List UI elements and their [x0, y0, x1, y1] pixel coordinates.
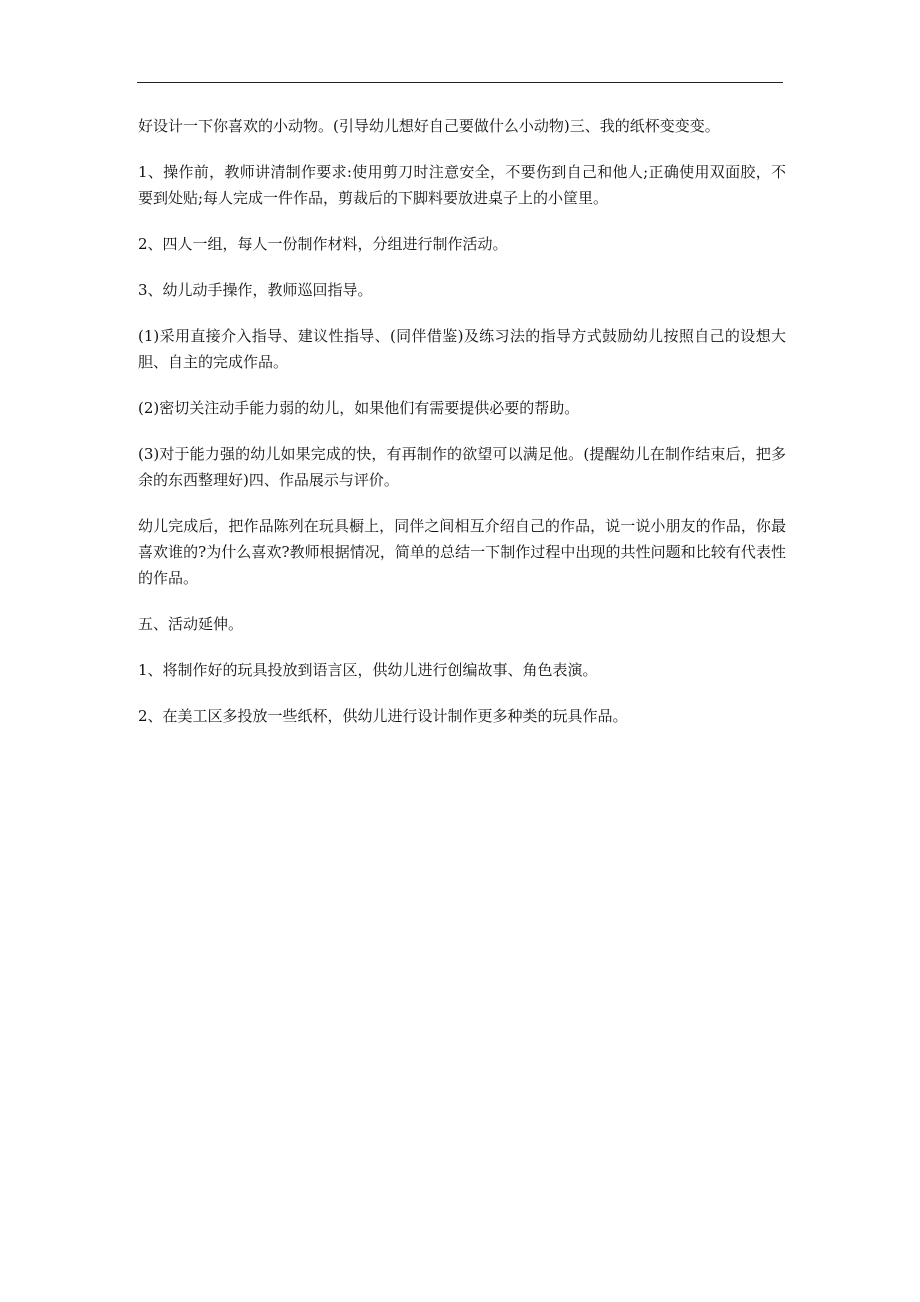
paragraph-display-evaluation: 幼儿完成后，把作品陈列在玩具橱上，同伴之间相互介绍自己的作品，说一说小朋友的作品，你最喜欢谁的?为什么喜欢?教师根据情况，简单的总结一下制作过程中出现的共性问题和比较有代表性的作品。	[138, 517, 786, 587]
paragraph-extension-2: 2、在美工区多投放一些纸杯，供幼儿进行设计制作更多种类的玩具作品。	[138, 707, 628, 725]
paragraph-substep-2: (2)密切关注动手能力弱的幼儿，如果他们有需要提供必要的帮助。	[138, 399, 580, 417]
paragraph-substep-3: (3)对于能力强的幼儿如果完成的快，有再制作的欲望可以满足他。(提醒幼儿在制作结束后，把多余的东西整理好)四、作品展示与评价。	[138, 445, 786, 489]
paragraph-substep-1: (1)采用直接介入指导、建议性指导、(同伴借鉴)及练习法的指导方式鼓励幼儿按照自己的设想大胆、自主的完成作品。	[138, 327, 786, 371]
paragraph-extension-1: 1、将制作好的玩具投放到语言区，供幼儿进行创编故事、角色表演。	[138, 661, 598, 679]
paragraph-step-2: 2、四人一组，每人一份制作材料，分组进行制作活动。	[138, 235, 508, 253]
section-heading-extension: 五、活动延伸。	[138, 615, 244, 633]
paragraph-step-1: 1、操作前，教师讲清制作要求:使用剪刀时注意安全，不要伤到自己和他人;正确使用双面胶，不要到处贴;每人完成一件作品，剪裁后的下脚料要放进桌子上的小筐里。	[138, 163, 786, 207]
paragraph-continuation: 好设计一下你喜欢的小动物。(引导幼儿想好自己要做什么小动物)三、我的纸杯变变变。	[138, 117, 720, 135]
paragraph-step-3: 3、幼儿动手操作，教师巡回指导。	[138, 281, 373, 299]
document-body	[138, 113, 786, 749]
header-rule	[137, 82, 783, 83]
